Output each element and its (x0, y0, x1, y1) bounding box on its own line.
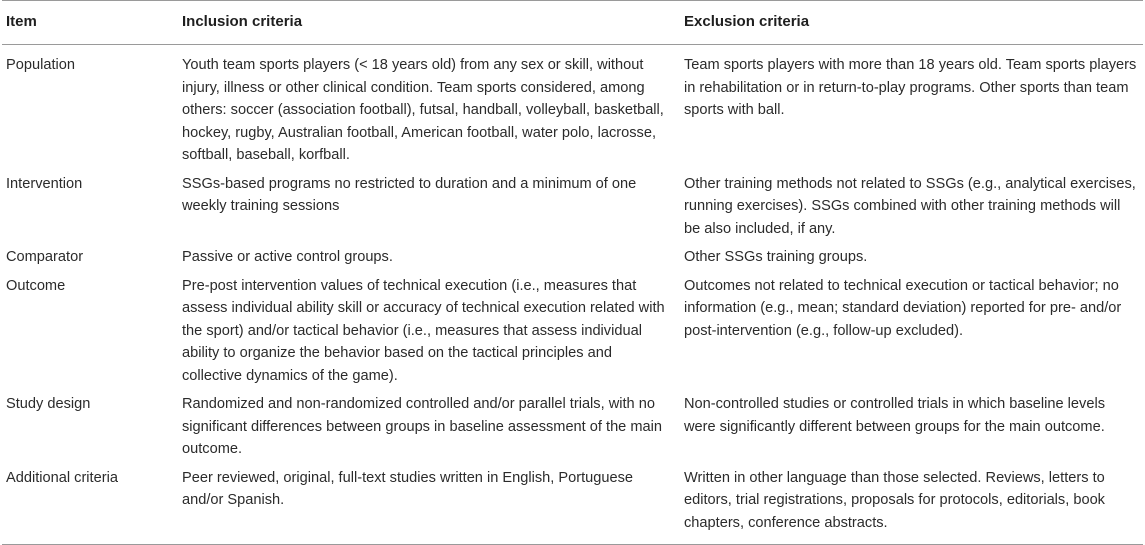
table-row-study-design (2, 390, 1143, 464)
cell-inclusion: Passive or active control groups. (182, 249, 393, 265)
cell-exclusion: Written in other language than those selected. Reviews, letters to editors, trial registrations, proposals for protocols, editorials, book chapters, conference abstracts. (680, 464, 1143, 545)
cell-inclusion: Youth team sports players (< 18 years old) from any sex or skill, without injury, illness or other clinical condition. Team sports considered, among others: soccer (association football), futsal, handball, volleyball, basketball, hockey, rugby, Australian football, American football, water polo, lacrosse, softball, baseball, korfball. (182, 57, 664, 163)
cell-inclusion: Randomized and non-randomized controlled and/or parallel trials, with no significant differences between groups in baseline assessment of the main outcome. (182, 396, 662, 457)
cell-exclusion: Team sports players with more than 18 years old. Team sports players in rehabilitation or in return-to-play programs. Other sports than team sports with ball. (684, 57, 1137, 118)
cell-inclusion: Peer reviewed, original, full-text studies written in English, Portuguese and/or Spanish. (178, 464, 680, 545)
table-body (2, 45, 1143, 545)
cell-exclusion: Other SSGs training groups. (684, 249, 868, 265)
header-item: Item (2, 1, 178, 45)
criteria-table (2, 0, 1143, 545)
cell-item: Population (6, 57, 75, 73)
cell-exclusion: Other training methods not related to SSGs (e.g., analytical exercises, running exercises). SSGs combined with other training methods will be also included, if any. (684, 175, 1136, 237)
header-row (2, 1, 1143, 45)
table-header (2, 1, 1143, 45)
cell-inclusion: Pre-post intervention values of technical execution (i.e., measures that assess individual ability skill or accuracy of technical execution related with the sport) and/or tactical behavior (i.e., measures that assess individual ability to organize the behavior based on the tactical principles and collective dynamics of the game). (182, 277, 665, 384)
cell-item: Additional criteria (2, 464, 178, 545)
table-row-outcome (2, 272, 1143, 391)
table-row-intervention (2, 170, 1143, 244)
cell-item: Outcome (6, 277, 66, 294)
table-row-comparator (2, 243, 1143, 272)
table-row-population (2, 45, 1143, 170)
cell-exclusion: Outcomes not related to technical execution or tactical behavior; no information (e.g., mean; standard deviation) reported for pre- and/or post-intervention (e.g., follow-up excluded). (684, 277, 1122, 339)
cell-inclusion: SSGs-based programs no restricted to duration and a minimum of one weekly training sessions (182, 175, 637, 214)
cell-exclusion: Non-controlled studies or controlled trials in which baseline levels were significantly different between groups for the main outcome. (684, 396, 1105, 435)
cell-item: Study design (6, 396, 91, 412)
header-exclusion: Exclusion criteria (680, 1, 1143, 45)
table-row-additional-criteria (2, 464, 1143, 545)
header-inclusion: Inclusion criteria (178, 1, 680, 45)
cell-item: Intervention (6, 175, 83, 192)
cell-item: Comparator (6, 249, 84, 265)
